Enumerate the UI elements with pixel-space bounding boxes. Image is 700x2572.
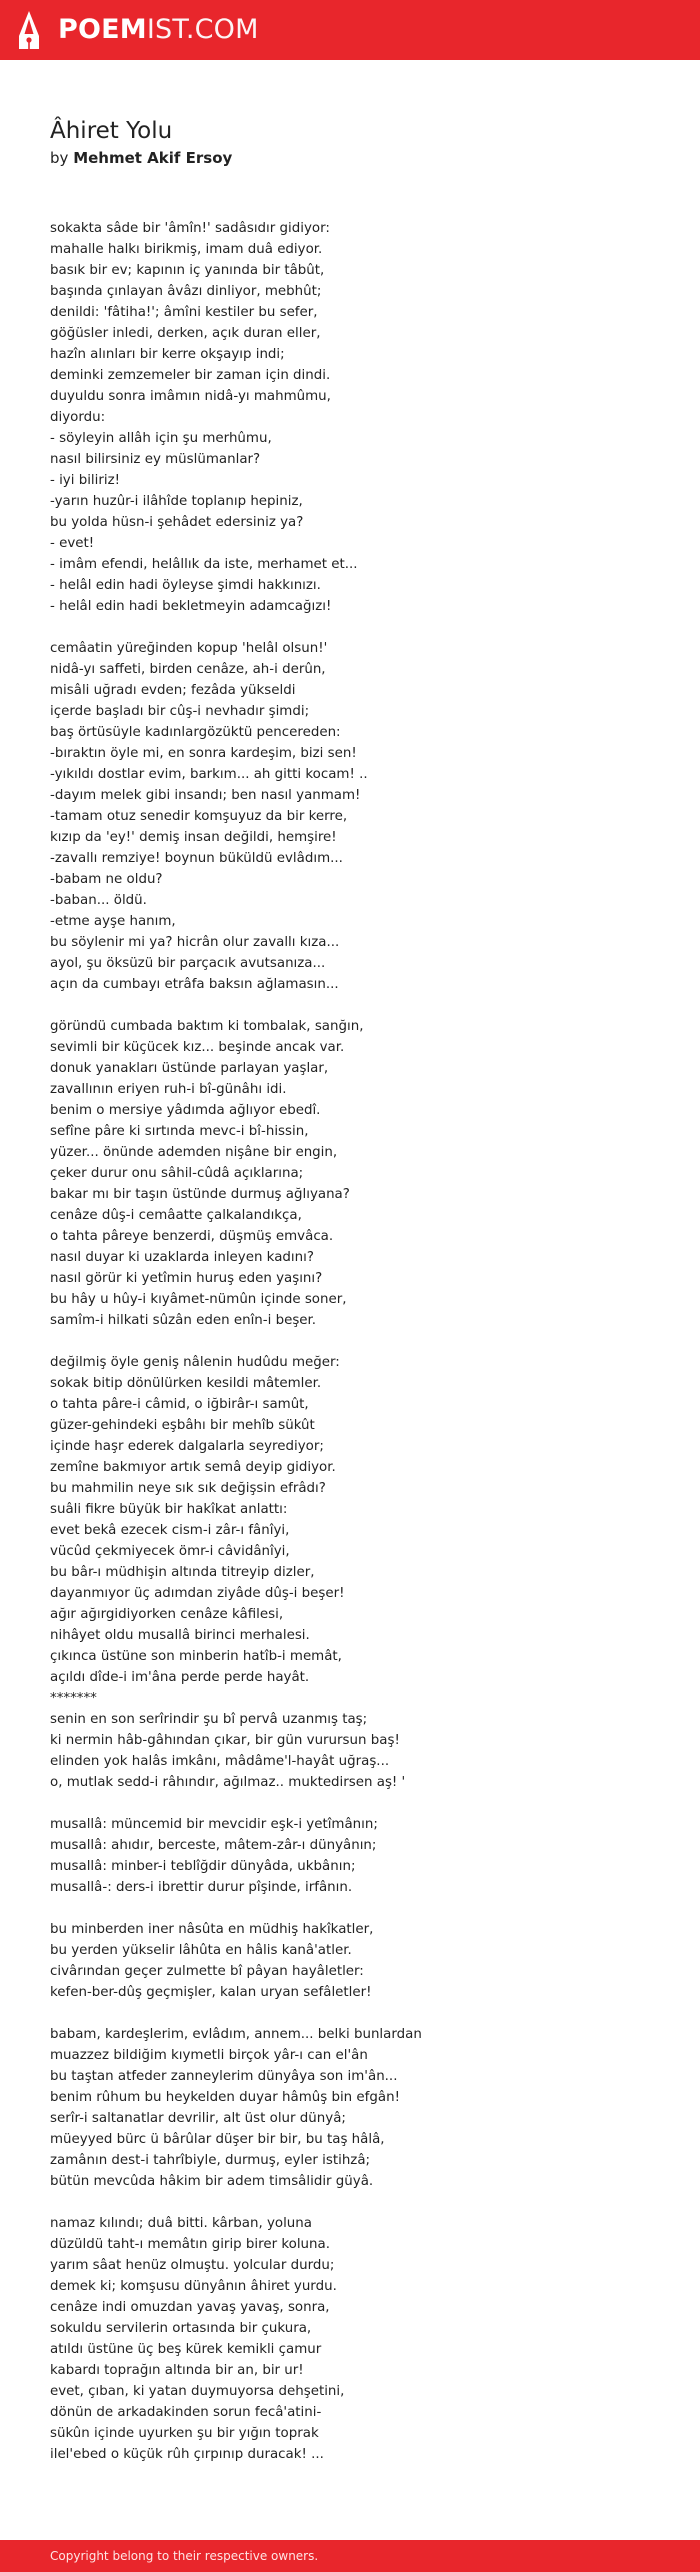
poem-line: bütün mevcûda hâkim bir adem timsâlidir güyâ. (50, 2174, 374, 2189)
poem-line: içinde haşr ederek dalgalarla seyrediyor; (50, 1439, 324, 1454)
poem-line: - iyi biliriz! (50, 473, 120, 488)
poem-line: -etme ayşe hanım, (50, 914, 176, 929)
poem-title: Âhiret Yolu (50, 118, 173, 144)
poem-line: suâli fikre büyük bir hakîkat anlattı: (50, 1502, 288, 1517)
poem-line: o tahta pâre-i câmid, o iğbirâr-ı samût, (50, 1397, 309, 1412)
poem-line: diyordu: (50, 410, 106, 425)
poem-line: cenâze indi omuzdan yavaş yavaş, sonra, (50, 2300, 330, 2315)
poem-line: - imâm efendi, helâllık da iste, merhamet et... (50, 557, 358, 572)
poem-line: benim rûhum bu heykelden duyar hâmûş bin efgân! (50, 2090, 400, 2105)
stanza-break (50, 1793, 670, 1814)
stanza-break (50, 2192, 670, 2213)
poem-line: nidâ-yı saffeti, birden cenâze, ah-i derûn, (50, 662, 326, 677)
poem-line: serîr-i saltanatlar devrilir, alt üst olur dünyâ; (50, 2111, 346, 2126)
site-footer (0, 2540, 700, 2572)
poem-line: düzüldü taht-ı memâtın girip birer koluna. (50, 2237, 330, 2252)
poem-line: musallâ-: ders-i ibrettir durur pîşinde, irfânın. (50, 1880, 353, 1895)
poem-line: musallâ: minber-i teblîğdir dünyâda, ukbânın; (50, 1859, 356, 1874)
stanza-break (50, 995, 670, 1016)
by-label: by (50, 149, 69, 167)
poem-line: başında çınlayan âvâzı dinliyor, mebhût; (50, 284, 322, 299)
poem-line: -baban... öldü. (50, 893, 147, 908)
poem-line: nihâyet oldu musallâ birinci merhalesi. (50, 1628, 310, 1643)
poem-line: misâli uğradı evden; fezâda yükseldi (50, 683, 296, 698)
logo-text-bold: POEM (58, 14, 147, 45)
poem-line: musallâ: ahıdır, berceste, mâtem-zâr-ı dünyânın; (50, 1838, 377, 1853)
poem-line: - helâl edin hadi bekletmeyin adamcağızı! (50, 599, 332, 614)
poem-line: çıkınca üstüne son minberin hatîb-i memât, (50, 1649, 342, 1664)
poem-line: baş örtüsüyle kadınlargözüktü pencereden: (50, 725, 341, 740)
poem-line: denildi: 'fâtiha!'; âmîni kestiler bu sefer, (50, 305, 318, 320)
poem-line: bu yolda hüsn-i şehâdet edersiniz ya? (50, 515, 304, 530)
poem-line: benim o mersiye yâdımda ağlıyor ebedî. (50, 1103, 321, 1118)
logo-text-light: IST.COM (146, 14, 259, 45)
poem-line: -zavallı remziye! boynun büküldü evlâdım... (50, 851, 343, 866)
poem-line: -tamam otuz senedir komşuyuz da bir kerre, (50, 809, 348, 824)
poem-line: ******* (50, 1691, 97, 1706)
poem-line: müeyyed bürc ü bârûlar düşer bir bir, bu taş hâlâ, (50, 2132, 385, 2147)
site-header (0, 0, 700, 60)
poem-line: muazzez bildiğim kıymetli birçok yâr-ı can el'ân (50, 2048, 368, 2063)
poem-line: - evet! (50, 536, 95, 551)
poem-line: sokakta sâde bir 'âmîn!' sadâsıdır gidiyor: (50, 221, 330, 236)
poem-line: kızıp da 'ey!' demiş insan değildi, hemşire! (50, 830, 337, 845)
poem-line: güzer-gehindeki eşbâhı bir mehîb sükût (50, 1418, 315, 1433)
copyright-notice: Copyright belong to their respective owners. (50, 2549, 319, 2563)
poem-line: -babam ne oldu? (50, 872, 163, 887)
poem-line: evet bekâ ezecek cism-i zâr-ı fânîyi, (50, 1523, 290, 1538)
poem-line: ki nermin hâb-gâhından çıkar, bir gün vurursun baş! (50, 1733, 400, 1748)
poem-line: bu hây u hûy-i kıyâmet-nümûn içinde soner, (50, 1292, 347, 1307)
poem-line: musallâ: müncemid bir mevcidir eşk-i yetîmânın; (50, 1817, 378, 1832)
poem-line: hazîn alınları bir kerre okşayıp indi; (50, 347, 285, 362)
poem-line: bu mahmilin neye sık sık değişsin efrâdı? (50, 1481, 326, 1496)
poem-line: dönün de arkadakinden sorun fecâ'atini- (50, 2405, 322, 2420)
poem-line: -yıkıldı dostlar evim, barkım... ah gitti kocam! .. (50, 767, 368, 782)
poem-line: elinden yok halâs imkânı, mâdâme'l-hayât uğraş... (50, 1754, 390, 1769)
pen-nib-icon[interactable] (18, 10, 40, 50)
poem-line: bu taştan atfeder zanneylerim dünyâya son im'ân... (50, 2069, 398, 2084)
poem-line: cenâze dûş-i cemâatte çalkalandıkça, (50, 1208, 302, 1223)
poem-line: bu minberden iner nâsûta en müdhiş hakîkatler, (50, 1922, 374, 1937)
poem-line: açıldı dîde-i im'âna perde perde hayât. (50, 1670, 310, 1685)
poem-line: cemâatin yüreğinden kopup 'helâl olsun!' (50, 641, 328, 656)
poem-line: atıldı üstüne üç beş kürek kemikli çamur (50, 2342, 322, 2357)
poem-line: ağır ağırgidiyorken cenâze kâfilesi, (50, 1607, 284, 1622)
poem-line: göğüsler inledi, derken, açık duran eller, (50, 326, 321, 341)
poem-line: bakar mı bir taşın üstünde durmuş ağlıyana? (50, 1187, 350, 1202)
poem-line: -dayım melek gibi insandı; ben nasıl yanmam! (50, 788, 361, 803)
poem-line: bu bâr-ı müdhişin altında titreyip dizler, (50, 1565, 315, 1580)
poem-line: basık bir ev; kapının iç yanında bir tâbût, (50, 263, 325, 278)
poem-byline (50, 148, 232, 168)
poem-line: kabardı toprağın altında bir an, bir ur! (50, 2363, 304, 2378)
poem-line: zamânın dest-i tahrîbiyle, durmuş, eyler istihzâ; (50, 2153, 371, 2168)
site-logo[interactable] (58, 14, 259, 46)
poem-line: vücûd çekmiyecek ömr-i câvidânîyi, (50, 1544, 290, 1559)
poem-line: içerde başladı bir cûş-i nevhadır şimdi; (50, 704, 310, 719)
poem-line: ilel'ebed o küçük rûh çırpınıp duracak! ... (50, 2447, 324, 2462)
poem-line: babam, kardeşlerim, evlâdım, annem... belki bunlardan (50, 2027, 422, 2042)
poem-line: göründü cumbada baktım ki tombalak, sanğın, (50, 1019, 364, 1034)
poem-line: zavallının eriyen ruh-i bî-günâhı idi. (50, 1082, 287, 1097)
poem-line: açın da cumbayı etrâfa baksın ağlamasın... (50, 977, 339, 992)
poem-line: sefîne pâre ki sırtında mevc-i bî-hissin, (50, 1124, 309, 1139)
poem-line: bu yerden yükselir lâhûta en hâlis kanâ'atler. (50, 1943, 352, 1958)
poem-line: nasıl görür ki yetîmin huruş eden yaşını? (50, 1271, 323, 1286)
poem-line: çeker durur onu sâhil-cûdâ açıklarına; (50, 1166, 304, 1181)
poem-line: o, mutlak sedd-i râhındır, ağılmaz.. muktedirsen aş! ' (50, 1775, 406, 1790)
poem-line: - söyleyin allâh için şu merhûmu, (50, 431, 272, 446)
poem-line: ayol, şu öksüzü bir parçacık avutsanıza... (50, 956, 326, 971)
poem-line: sevimli bir küçücek kız... beşinde ancak var. (50, 1040, 345, 1055)
poem-line: sükûn içinde uyurken şu bir yığın toprak (50, 2426, 319, 2441)
poem-line: yarım sâat henüz olmuştu. yolcular durdu; (50, 2258, 335, 2273)
poem-line: deminki zemzemeler bir zaman için dindi. (50, 368, 331, 383)
poem-line: sokak bitip dönülürken kesildi mâtemler. (50, 1376, 322, 1391)
poem-line: senin en son serîrindir şu bî pervâ uzanmış taş; (50, 1712, 368, 1727)
poem-line: yüzer... önünde ademden nişâne bir engin, (50, 1145, 338, 1160)
poem-line: evet, çıban, ki yatan duymuyorsa dehşetini, (50, 2384, 345, 2399)
stanza-break (50, 617, 670, 638)
stanza-break (50, 2003, 670, 2024)
poem-body (50, 218, 670, 2465)
poem-line: o tahta pâreye benzerdi, düşmüş emvâca. (50, 1229, 334, 1244)
poem-line: -yarın huzûr-i ilâhîde toplanıp hepiniz, (50, 494, 303, 509)
poem-line: mahalle halkı birikmiş, imam duâ ediyor. (50, 242, 323, 257)
author-name[interactable]: Mehmet Akif Ersoy (73, 149, 233, 167)
poem-line: zemîne bakmıyor artık semâ deyip gidiyor. (50, 1460, 336, 1475)
poem-line: sokuldu servilerin ortasında bir çukura, (50, 2321, 312, 2336)
poem-line: civârından geçer zulmette bî pâyan hayâletler: (50, 1964, 364, 1979)
poem-line: bu söylenir mi ya? hicrân olur zavallı kıza... (50, 935, 340, 950)
poem-line: donuk yanakları üstünde parlayan yaşlar, (50, 1061, 329, 1076)
poem-line: samîm-i hilkati sûzân eden enîn-i beşer. (50, 1313, 317, 1328)
poem-line: nasıl bilirsiniz ey müslümanlar? (50, 452, 261, 467)
poem-line: duyuldu sonra imâmın nidâ-yı mahmûmu, (50, 389, 331, 404)
stanza-break (50, 1331, 670, 1352)
poem-line: demek ki; komşusu dünyânın âhiret yurdu. (50, 2279, 337, 2294)
poem-line: -bıraktın öyle mi, en sonra kardeşim, bizi sen! (50, 746, 357, 761)
poem-line: kefen-ber-dûş geçmişler, kalan uryan sefâletler! (50, 1985, 372, 2000)
poem-line: - helâl edin hadi öyleyse şimdi hakkınızı. (50, 578, 321, 593)
poem-line: namaz kılındı; duâ bitti. kârban, yoluna (50, 2216, 312, 2231)
poem-line: değilmiş öyle geniş nâlenin hudûdu meğer: (50, 1355, 340, 1370)
poem-line: dayanmıyor üç adımdan ziyâde dûş-i beşer! (50, 1586, 345, 1601)
poem-line: nasıl duyar ki uzaklarda inleyen kadını? (50, 1250, 314, 1265)
stanza-break (50, 1898, 670, 1919)
